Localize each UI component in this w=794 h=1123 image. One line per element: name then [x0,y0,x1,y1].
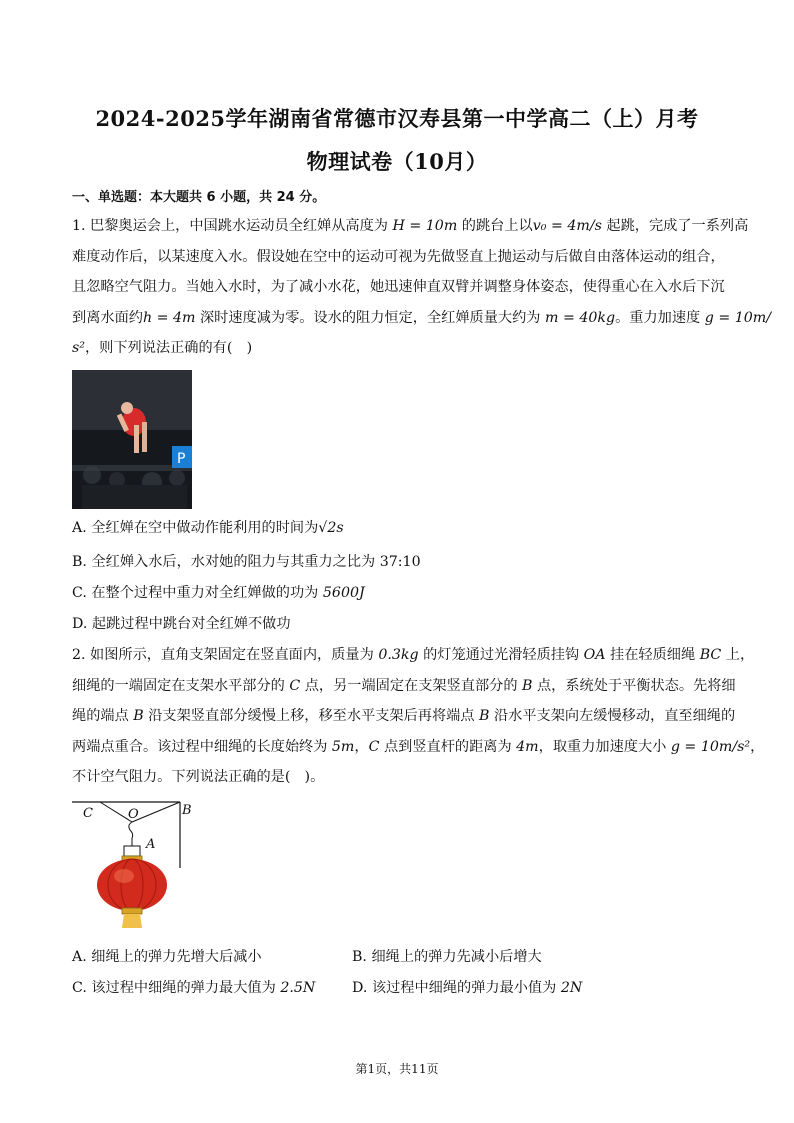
question-2-line-2 [72,671,736,702]
math: H = 10m [392,218,458,234]
q2-option-b: B. 细绳上的弹力先减小后增大 [352,949,542,965]
text: 挂在轻质细绳 [605,647,700,663]
text: 点到竖直杆的距离为 [379,738,517,755]
label-B: B [182,803,192,818]
math: √2s [318,520,344,536]
text: D. 该过程中细绳的弹力最小值为 [352,980,561,996]
page-number: 第1页，共11页 [355,1062,439,1076]
text: 沿支架竖直部分缓慢上移，移至水平支架后再将端点 [143,708,480,724]
math: 5600J [322,585,365,601]
question-2-line-5: 不计空气阻力。下列说法正确的是( )。 [72,769,325,785]
question-1-line-4 [72,303,772,334]
text: 点，系统处于平衡状态。先将细 [532,677,736,694]
math: C [368,738,380,755]
text: 的灯笼通过光滑轻质挂钩 [418,647,584,663]
math: 2N [560,980,583,996]
text: 2. 如图所示，直角支架固定在竖直面内，质量为 [72,647,379,663]
text: 起跳，完成了一系列高 [601,218,749,234]
math: 0.3kg [378,647,419,663]
text: 到离水面约 [72,309,143,326]
q2-option-a: A. 细绳上的弹力先增大后减小 [72,949,262,965]
question-1-line-2: 难度动作后，以某速度入水。假设她在空中的运动可视为先做竖直上抛运动与后做自由落体运动的组合， [72,248,725,265]
text: 1. 巴黎奥运会上，中国跳水运动员全红婵从高度为 [72,218,393,234]
math: OA [583,647,606,663]
text: 上， [721,647,755,663]
text: C. 在整个过程中重力对全红婵做的功为 [72,585,323,601]
question-2 [72,640,765,793]
text: 绳的端点 [72,708,134,724]
question-1-line-5 [72,333,724,364]
question-1-line-1 [72,211,749,242]
q1-option-d: D. 起跳过程中跳台对全红婵不做功 [72,616,291,632]
math: v₀ = 4m/s [532,218,602,234]
question-2-line-4 [72,732,765,763]
math: 2.5N [280,980,316,996]
text: 沿水平支架向左缓慢移动，直至细绳的 [489,708,736,724]
text: ，取重力加速度大小 [538,738,671,755]
lantern-diagram [72,800,197,930]
math: 5m [331,738,355,755]
photo-sign-letter: P [177,451,186,467]
text: ， [750,738,765,755]
math: B [522,677,533,694]
text: ， [354,738,369,755]
exam-title-line1: 2024-2025学年湖南省常德市汉寿县第一中学高二（上）月考 [95,106,699,131]
text: 。重力加速度 [615,309,705,326]
question-1 [72,211,772,364]
q2-option-d [352,977,582,997]
lantern-figure [72,800,197,930]
text: 的跳台上以 [457,218,533,234]
math: g = 10m/s² [670,738,751,755]
section-heading: 一、单选题：本大题共 6 小题，共 24 分。 [72,190,326,205]
math: B [479,708,490,724]
math: h = 4m [142,309,196,326]
label-C: C [83,806,93,821]
q2-option-c [72,977,315,997]
math: BC [699,647,722,663]
text: ，则下列说法正确的有( ) [84,340,253,356]
label-A: A [146,837,156,852]
math: s² [72,340,85,356]
question-2-line-1 [72,640,755,671]
exam-title-line2: 物理试卷（10月） [306,149,488,174]
math: C [289,677,301,694]
q1-option-a [72,517,344,537]
text: 细绳的一端固定在支架水平部分的 [72,677,290,694]
math: g = 10m/ [704,309,772,326]
diver-photo [72,370,192,509]
q1-option-b: B. 全红婵入水后，水对她的阻力与其重力之比为 37:10 [72,554,421,570]
question-2-line-3 [72,701,736,732]
math: B [133,708,144,724]
q1-option-c [72,582,365,602]
text: C. 该过程中细绳的弹力最大值为 [72,980,281,996]
text: 点，另一端固定在支架竖直部分的 [300,677,523,694]
question-1-line-3: 且忽略空气阻力。当她入水时，为了减小水花，她迅速伸直双臂并调整身体姿态，使得重心在入水后下沉 [72,279,725,295]
math: 4m [516,738,539,755]
diver-photo-graphic [72,370,192,509]
text: A. 全红婵在空中做动作能利用的时间为 [72,520,319,536]
text: 两端点重合。该过程中细绳的长度始终为 [72,738,332,755]
math: m = 40kg [545,309,616,326]
text: 深时速度减为零。设水的阻力恒定，全红婵质量大约为 [195,309,546,326]
label-O: O [128,807,139,822]
